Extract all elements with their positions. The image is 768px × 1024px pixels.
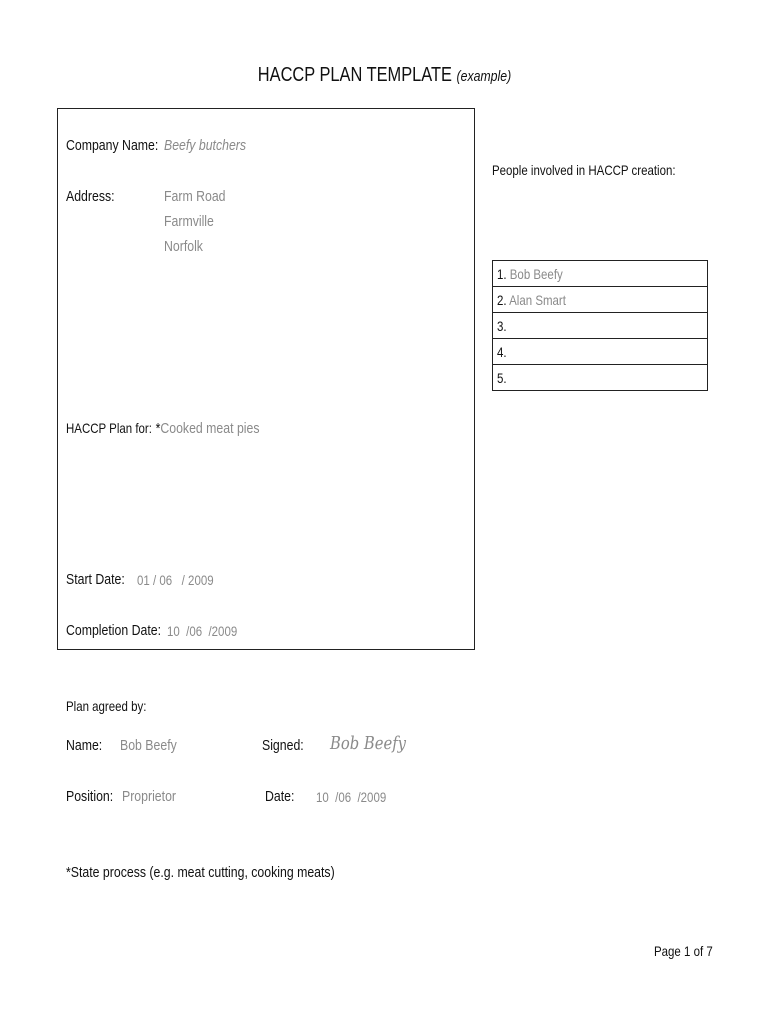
address-line-1: Farm Road xyxy=(164,188,226,205)
address-line-2: Farmville xyxy=(164,213,214,230)
signature: Bob Beefy xyxy=(330,733,406,754)
start-date-label: Start Date: xyxy=(66,571,125,588)
people-row-name: Bob Beefy xyxy=(509,265,563,282)
agreed-date-value: 10 /06 /2009 xyxy=(316,789,387,805)
people-row xyxy=(493,261,708,287)
completion-date-label: Completion Date: xyxy=(66,622,162,639)
signed-label: Signed: xyxy=(262,737,304,754)
people-heading: People involved in HACCP creation: xyxy=(492,162,676,178)
people-row-number: 3. xyxy=(497,317,507,334)
footnote: *State process (e.g. meat cutting, cooking meats) xyxy=(66,864,335,881)
address-label: Address: xyxy=(66,188,115,205)
plan-for-label: HACCP Plan for: xyxy=(66,420,152,436)
people-row-number: 2. xyxy=(497,291,507,308)
plan-for-row xyxy=(66,420,302,438)
plan-for-value: Cooked meat pies xyxy=(160,420,260,437)
people-row xyxy=(493,313,708,339)
company-name-value: Beefy butchers xyxy=(164,137,247,154)
agreed-heading: Plan agreed by: xyxy=(66,698,147,714)
start-date-value: 01 / 06 / 2009 xyxy=(137,572,214,588)
page-title xyxy=(0,64,768,87)
people-row-name: Alan Smart xyxy=(509,291,566,308)
people-row xyxy=(493,339,708,365)
people-row-number: 1. xyxy=(497,265,507,282)
people-row-number: 5. xyxy=(497,369,507,386)
people-table xyxy=(492,260,708,391)
position-value: Proprietor xyxy=(122,788,177,805)
agreed-name-label: Name: xyxy=(66,737,103,754)
people-row xyxy=(493,365,708,391)
people-row-number: 4. xyxy=(497,343,507,360)
completion-date-value: 10 /06 /2009 xyxy=(167,623,238,639)
position-label: Position: xyxy=(66,788,114,805)
address-line-3: Norfolk xyxy=(164,238,203,255)
title-text: HACCP PLAN TEMPLATE xyxy=(257,64,452,86)
plan-for-marker: * xyxy=(155,420,161,437)
company-name-label: Company Name: xyxy=(66,137,159,154)
agreed-date-label: Date: xyxy=(265,788,295,805)
agreed-name-value: Bob Beefy xyxy=(120,737,177,754)
people-row xyxy=(493,287,708,313)
title-note: (example) xyxy=(456,68,511,85)
page-number: Page 1 of 7 xyxy=(654,943,713,959)
